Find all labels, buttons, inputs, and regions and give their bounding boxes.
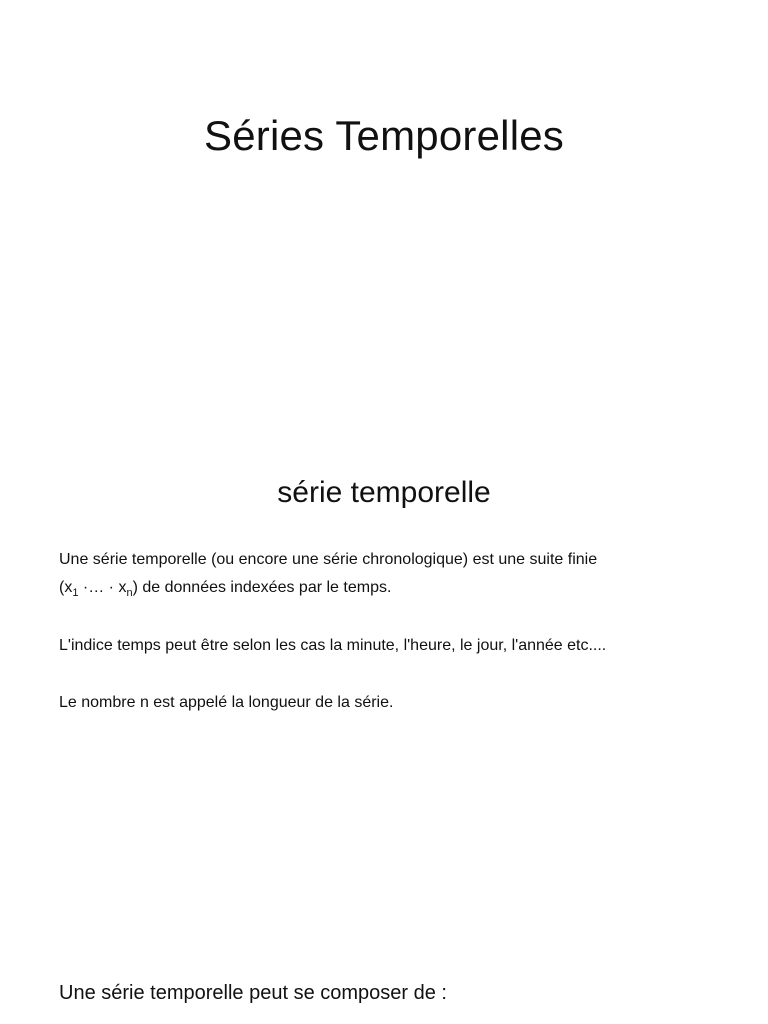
composition-intro: Une série temporelle peut se composer de : xyxy=(59,982,447,1004)
tuple-open: (x xyxy=(59,579,73,596)
tuple-middle: ·… · x xyxy=(78,579,127,596)
definition-line-2: ) de données indexées par le temps. xyxy=(132,579,392,596)
section-title: série temporelle xyxy=(277,476,491,509)
definition-line-1: Une série temporelle (ou encore une série chronologique) est une suite finie xyxy=(59,551,598,568)
definition-paragraph xyxy=(59,546,719,602)
subscript-last: n xyxy=(126,587,133,599)
time-index-paragraph: L'indice temps peut être selon les cas la minute, l'heure, le jour, l'année etc.... xyxy=(59,637,607,654)
slide-title: Séries Temporelles xyxy=(204,112,564,159)
length-paragraph: Le nombre n est appelé la longueur de la série. xyxy=(59,694,394,711)
subscript-first: 1 xyxy=(72,587,79,599)
